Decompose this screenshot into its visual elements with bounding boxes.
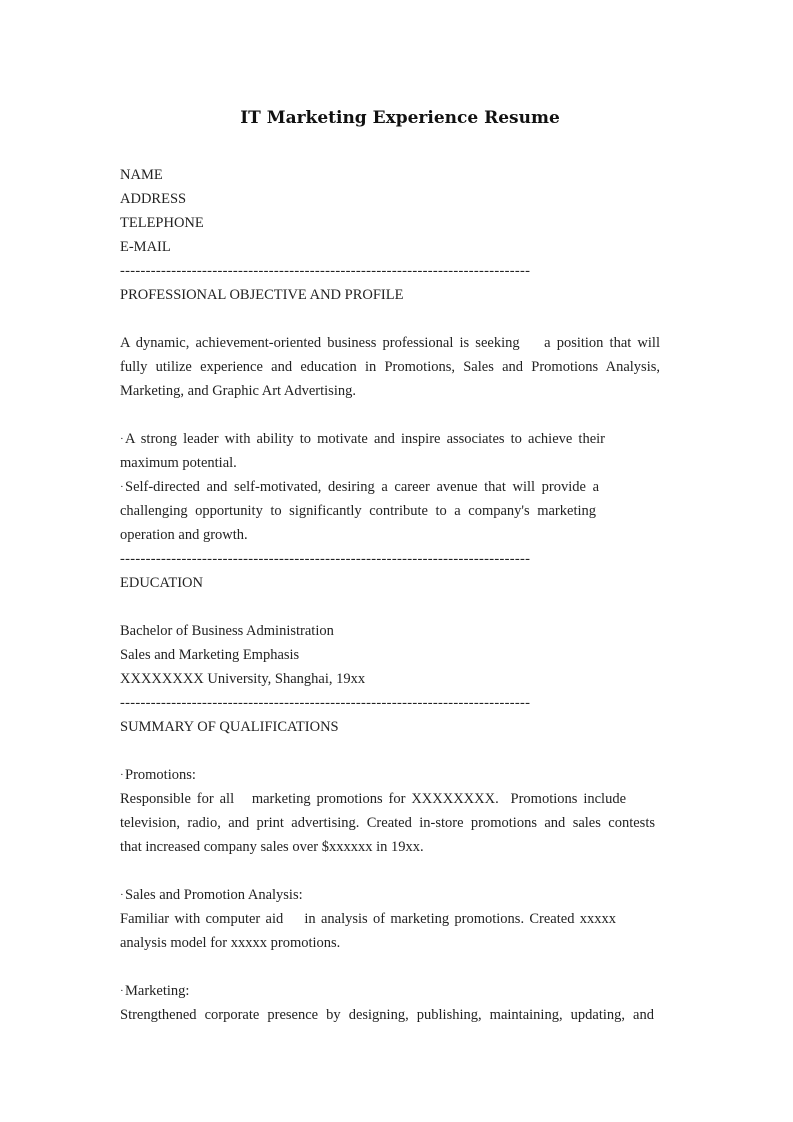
bullet-dot-icon: · (120, 481, 124, 493)
bullet-text-line: challenging opportunity to significantly contribute to a company's marketing (120, 503, 596, 519)
analysis-text-line: Familiar with computer aid in analysis of marketing promotions. Created xxxxx (120, 911, 616, 927)
bullet-text-line: Self-directed and self-motivated, desiring a career avenue that will provide a (125, 479, 599, 495)
objective-paragraph-line: fully utilize experience and education in Promotions, Sales and Promotions Analysis, (120, 359, 660, 375)
profile-bullet-1 (120, 427, 606, 451)
promotions-label-row (120, 763, 660, 787)
blank-line (120, 859, 660, 883)
blank-line (120, 595, 660, 619)
contact-name: NAME (120, 167, 163, 183)
education-emphasis: Sales and Marketing Emphasis (120, 647, 300, 663)
blank-line (120, 955, 660, 979)
promotions-label: Promotions: (125, 767, 196, 783)
contact-telephone: TELEPHONE (120, 215, 204, 231)
blank-line (120, 307, 660, 331)
promotions-text-line: Responsible for all marketing promotions for XXXXXXXX. Promotions include (120, 791, 626, 807)
objective-heading: PROFESSIONAL OBJECTIVE AND PROFILE (120, 287, 404, 303)
resume-body (120, 163, 660, 1027)
analysis-label-row (120, 883, 660, 907)
marketing-text-line: Strengthened corporate presence by designing, publishing, maintaining, updating, and (120, 1007, 654, 1023)
bullet-dot-icon: · (120, 889, 124, 901)
analysis-label: Sales and Promotion Analysis: (125, 887, 303, 903)
bullet-text-line: A strong leader with ability to motivate and inspire associates to achieve their (125, 431, 605, 447)
promotions-text-line: television, radio, and print advertising. Created in-store promotions and sales contests (120, 815, 655, 831)
objective-paragraph-line: A dynamic, achievement-oriented business professional is seeking a position that will (120, 335, 660, 351)
promotions-text-line: that increased company sales over $xxxxxx in 19xx. (120, 839, 424, 855)
marketing-label-row (120, 979, 660, 1003)
contact-address: ADDRESS (120, 191, 187, 207)
bullet-text-line: operation and growth. (120, 527, 248, 543)
separator-line: -------------------------------------------------------------------------------- (120, 263, 531, 279)
bullet-text-line: maximum potential. (120, 455, 237, 471)
education-degree: Bachelor of Business Administration (120, 623, 334, 639)
bullet-dot-icon: · (120, 985, 124, 997)
blank-line (120, 739, 660, 763)
qualifications-heading: SUMMARY OF QUALIFICATIONS (120, 719, 339, 735)
objective-paragraph-line: Marketing, and Graphic Art Advertising. (120, 383, 356, 399)
analysis-text-line: analysis model for xxxxx promotions. (120, 935, 341, 951)
bullet-dot-icon: · (120, 433, 124, 445)
separator-line: -------------------------------------------------------------------------------- (120, 695, 531, 711)
bullet-dot-icon: · (120, 769, 124, 781)
education-school: XXXXXXXX University, Shanghai, 19xx (120, 671, 366, 687)
contact-email: E-MAIL (120, 239, 171, 255)
education-heading: EDUCATION (120, 575, 203, 591)
profile-bullet-2 (120, 475, 600, 499)
marketing-label: Marketing: (125, 983, 190, 999)
blank-line (120, 403, 660, 427)
separator-line: -------------------------------------------------------------------------------- (120, 551, 531, 567)
document-title: IT Marketing Experience Resume (240, 108, 560, 128)
